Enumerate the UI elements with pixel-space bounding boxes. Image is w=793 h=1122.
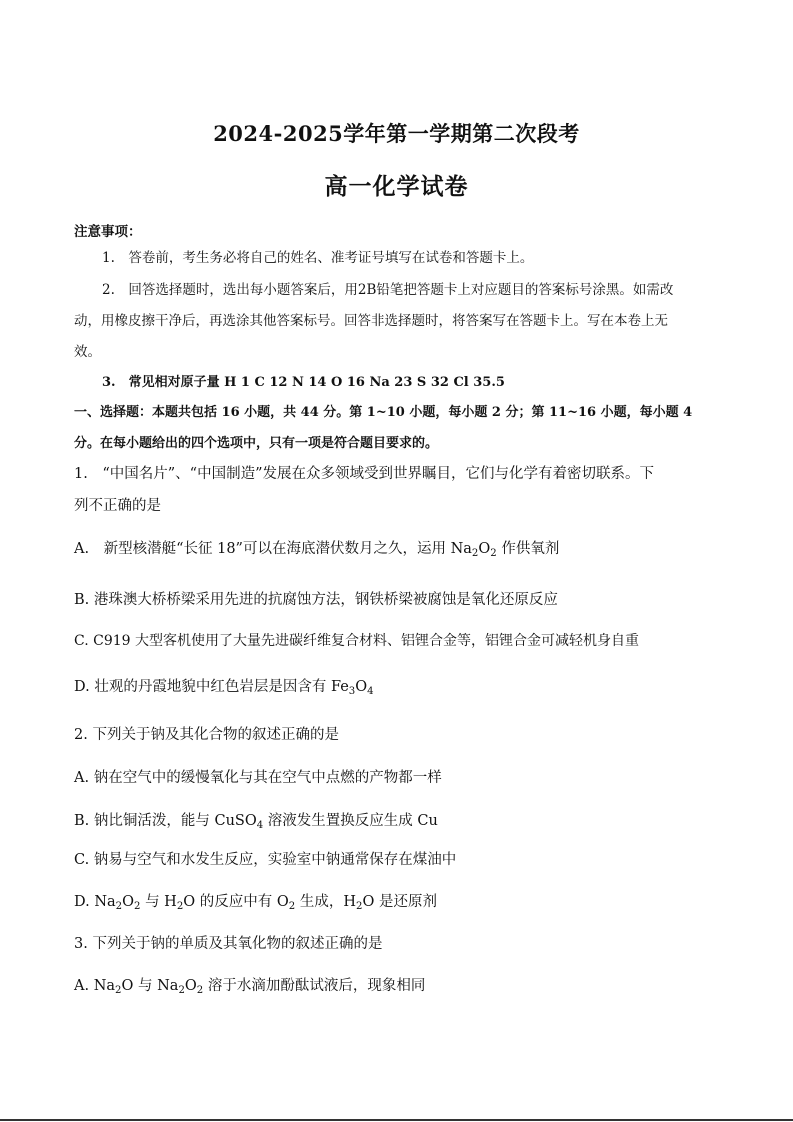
q1-option-c: C. C919 大型客机使用了大量先进碳纤维复合材料、铝锂合金等，铝锂合金可减轻机身自重 [74, 633, 639, 649]
q1-stem-line-1: 1. “中国名片”、“中国制造”发展在众多领域受到世界瞩目，它们与化学有着密切联系。下 [74, 466, 654, 482]
q3-stem: 3. 下列关于钠的单质及其氧化物的叙述正确的是 [74, 936, 383, 952]
q1-option-d: D. 壮观的丹霞地貌中红色岩层是因含有 $Fe_3O_4$ [74, 679, 374, 697]
q2-stem: 2. 下列关于钠及其化合物的叙述正确的是 [74, 727, 339, 743]
notice-heading: 注意事项： [74, 224, 142, 240]
notice-item-3: 3. 常见相对原子量 H 1 C 12 N 14 O 16 Na 23 S 32 Cl 35.5 [102, 375, 505, 390]
section-1-instructions-line-1: 一、选择题：本题共包括 16 小题，共 44 分。第 1~10 小题，每小题 2 分；第 11~16 小题，每小题 4 [74, 405, 693, 420]
exam-title: 2024-2025学年第一学期第二次段考 [213, 121, 580, 146]
section-1-instructions-line-2: 分。在每小题给出的四个选项中，只有一项是符合题目要求的。 [74, 436, 439, 451]
notice-item-2-line-3: 效。 [74, 344, 101, 360]
notice-item-2-line-2: 动，用橡皮擦干净后，再选涂其他答案标号。回答非选择题时，将答案写在答题卡上。写在本卷上无 [74, 313, 668, 329]
q2-option-a: A. 钠在空气中的缓慢氧化与其在空气中点燃的产物都一样 [74, 770, 442, 786]
q1-option-a: A. 新型核潜艇“长征 18”可以在海底潜伏数月之久，运用 $Na_2O_2$ 作供氧剂 [74, 541, 560, 559]
q2-option-b: B. 钠比铜活泼，能与 CuSO$_4$ 溶液发生置换反应生成 Cu [74, 813, 438, 831]
q1-option-b: B. 港珠澳大桥桥梁采用先进的抗腐蚀方法，钢铁桥梁被腐蚀是氧化还原反应 [74, 592, 558, 608]
q2-option-d: D. $Na_2O_2$ 与 $H_2O$ 的反应中有 $O_2$ 生成，$H_2O$ 是还原剂 [74, 894, 437, 912]
exam-subtitle: 高一化学试卷 [324, 173, 469, 200]
q3-option-a: A. $Na_2O$ 与 $Na_2O_2$ 溶于水滴加酚酞试液后，现象相同 [74, 978, 426, 996]
notice-item-1: 1. 答卷前，考生务必将自己的姓名、准考证号填写在试卷和答题卡上。 [102, 250, 534, 266]
q2-option-c: C. 钠易与空气和水发生反应，实验室中钠通常保存在煤油中 [74, 852, 457, 868]
q1-stem-line-2: 列不正确的是 [74, 498, 161, 514]
page-bottom-rule [0, 1119, 793, 1121]
notice-item-2-line-1: 2. 回答选择题时，选出每小题答案后，用2B铅笔把答题卡上对应题目的答案标号涂黑。如需改 [102, 282, 674, 298]
